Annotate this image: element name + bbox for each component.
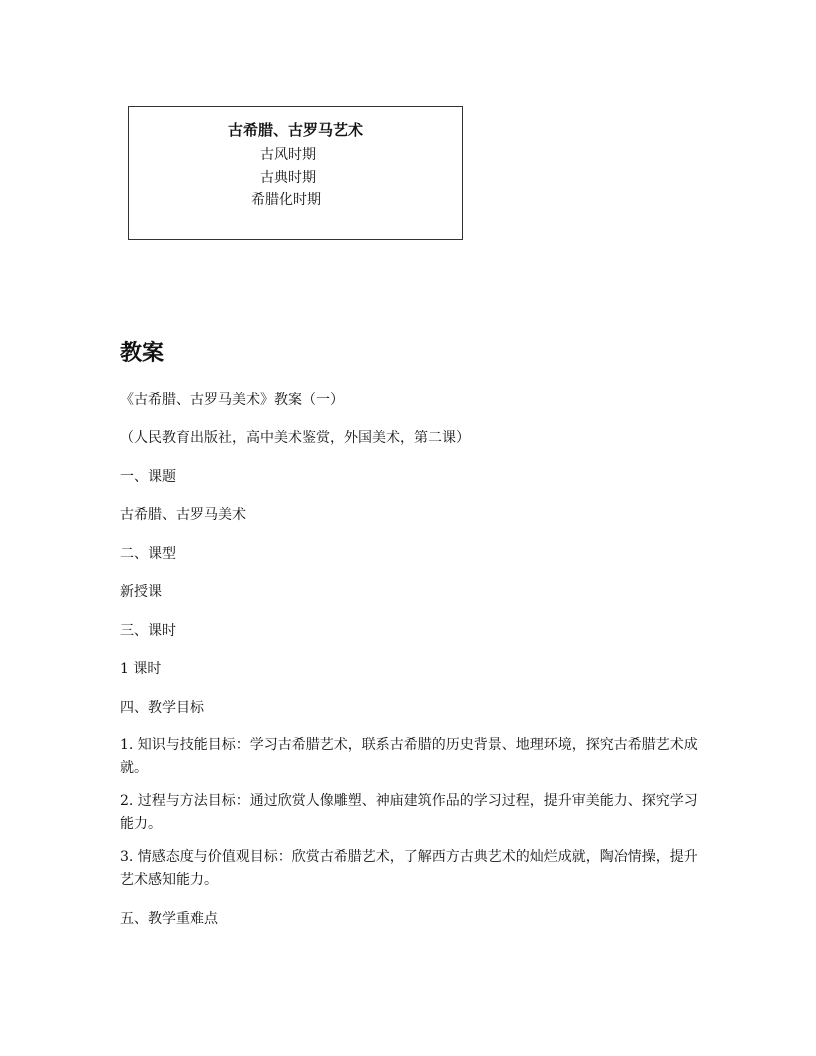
diagram-item-hellenistic: 希腊化时期	[251, 192, 321, 208]
section-difficulty-heading: 五、教学重难点	[120, 911, 218, 927]
diagram-item-archaic: 古风时期	[260, 147, 316, 163]
goal-process: 2. 过程与方法目标：通过欣赏人像雕塑、神庙建筑作品的学习过程，提升审美能力、探究学习能力。	[120, 793, 698, 832]
lesson-title: 《古希腊、古罗马美术》教案（一）	[120, 392, 344, 408]
section-goals-heading: 四、教学目标	[120, 700, 204, 716]
hours-text: 1 课时	[120, 661, 162, 677]
diagram-title: 古希腊、古罗马艺术	[227, 121, 363, 139]
goal-knowledge: 1. 知识与技能目标：学习古希腊艺术，联系古希腊的历史背景、地理环境，探究古希腊艺术成就。	[120, 737, 698, 776]
topic-text: 古希腊、古罗马美术	[120, 507, 246, 523]
type-text: 新授课	[120, 584, 162, 600]
section-heading: 教案	[120, 341, 165, 366]
section-hours-heading: 三、课时	[120, 623, 176, 639]
goal-attitude: 3. 情感态度与价值观目标：欣赏古希腊艺术，了解西方古典艺术的灿烂成就，陶冶情操，提升艺术感知能力。	[120, 849, 698, 888]
publisher-note: （人民教育出版社，高中美术鉴赏，外国美术，第二课）	[120, 430, 470, 446]
section-type-heading: 二、课型	[120, 546, 176, 562]
diagram-item-classical: 古典时期	[260, 170, 316, 186]
section-topic-heading: 一、课题	[120, 469, 176, 485]
outline-diagram-box	[128, 106, 463, 240]
